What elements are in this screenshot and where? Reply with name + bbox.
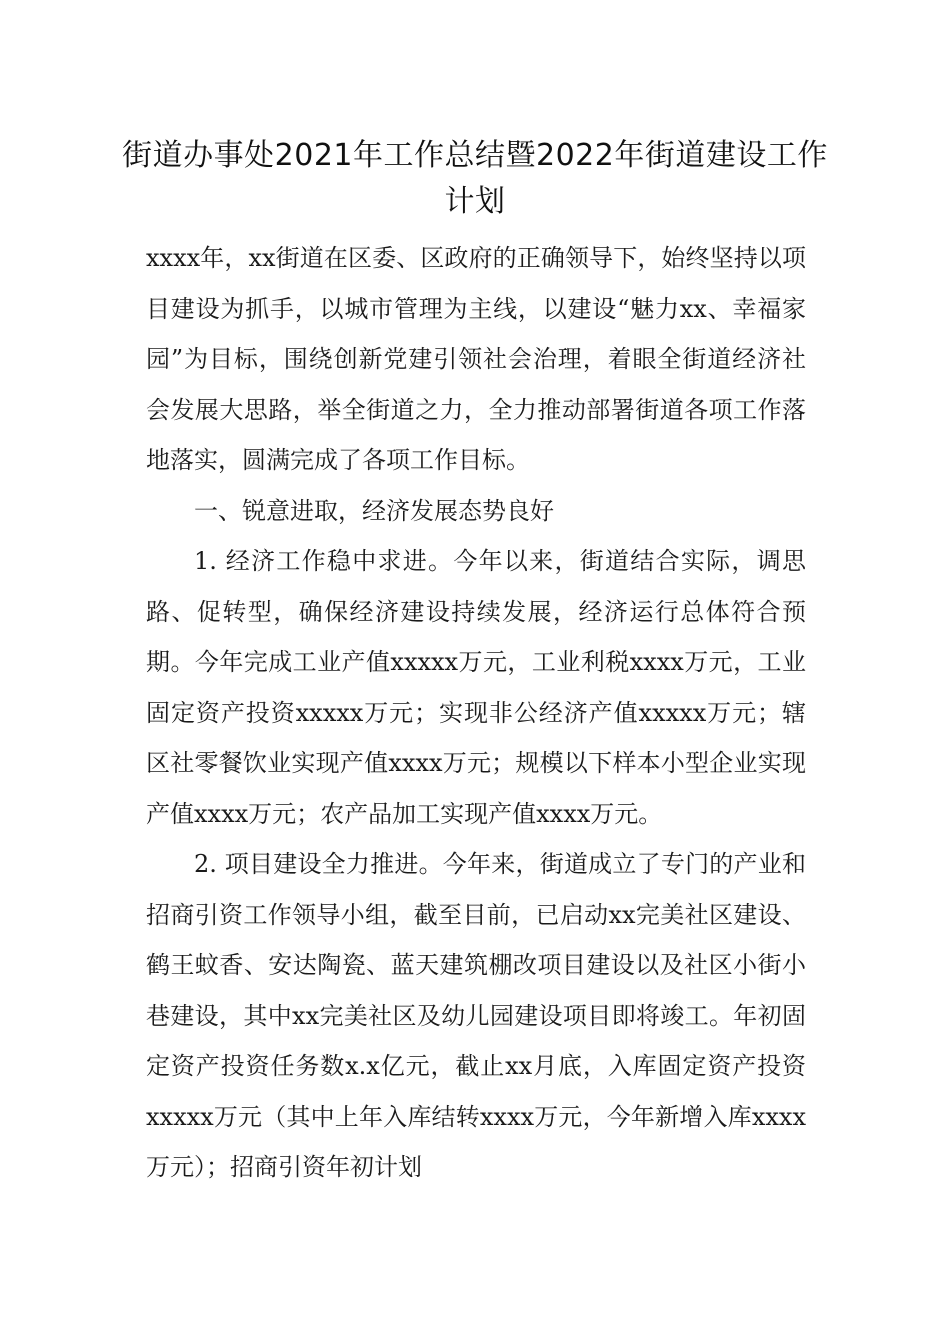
- document-body: [146, 233, 806, 1193]
- section-heading: 一、锐意进取，经济发展态势良好: [194, 496, 554, 525]
- document-title: 街道办事处2021年工作总结暨2022年街道建设工作计划: [122, 138, 828, 219]
- paragraph-projects: 2. 项目建设全力推进。今年来，街道成立了专门的产业和招商引资工作领导小组，截至目前，已启动xx完美社区建设、鹤王蚊香、安达陶瓷、蓝天建筑棚改项目建设以及社区小街小巷建设，其中xx完美社区及幼儿园建设项目即将竣工。年初固定资产投资任务数x.x亿元，截止xx月底，入库固定资产投资xxxxx万元（其中上年入库结转xxxx万元，今年新增入库xxxx万元）；招商引资年初计划: [146, 850, 806, 1181]
- intro-paragraph: xxxx年，xx街道在区委、区政府的正确领导下，始终坚持以项目建设为抓手，以城市管理为主线，以建设“魅力xx、幸福家园”为目标，围绕创新党建引领社会治理，着眼全街道经济社会发展大思路，举全街道之力，全力推动部署街道各项工作落地落实，圆满完成了各项工作目标。: [146, 244, 806, 474]
- paragraph-economy: 1. 经济工作稳中求进。今年以来，街道结合实际，调思路、促转型，确保经济建设持续发展，经济运行总体符合预期。今年完成工业产值xxxxx万元，工业利税xxxx万元，工业固定资产投资xxxxx万元；实现非公经济产值xxxxx万元；辖区社零餐饮业实现产值xxxx万元；规模以下样本小型企业实现产值xxxx万元；农产品加工实现产值xxxx万元。: [146, 547, 806, 828]
